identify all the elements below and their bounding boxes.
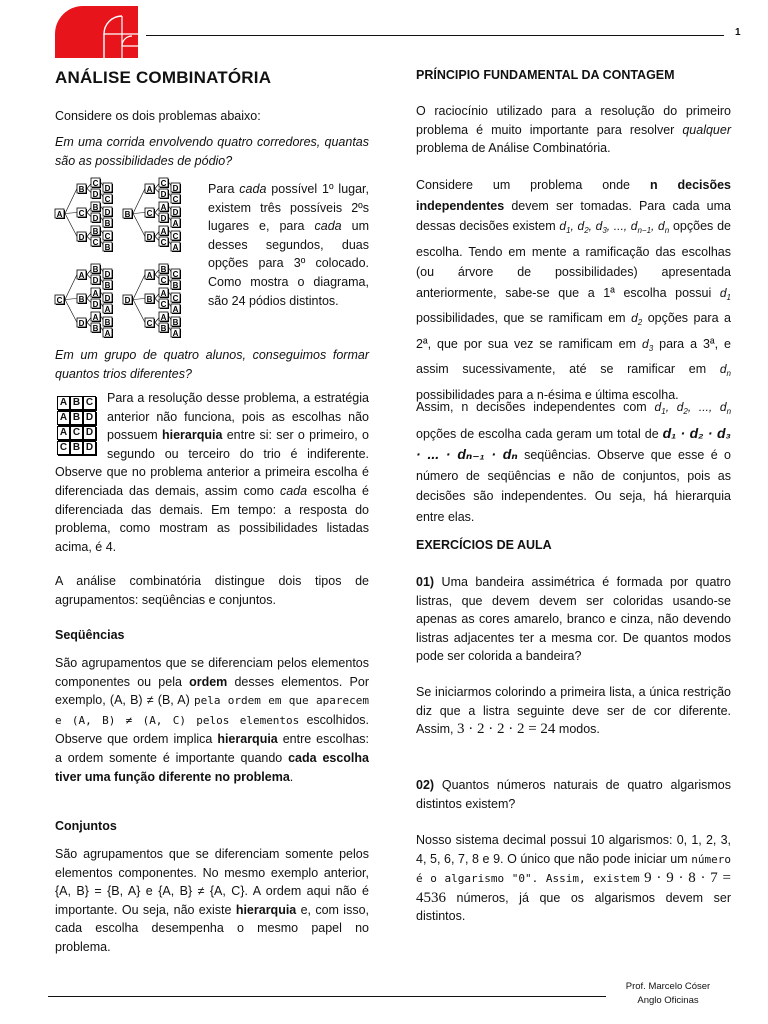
svg-text:B: B bbox=[92, 323, 99, 333]
assim-text: Assim, n decisões independentes com $d_1$, $d_2$, ..., $d_n$ opções de escolha cada geram um total de d₁ · d₂ · d₃ · ... · dₙ₋₁ · dₙ seqüências. Observe que esse é o número de seqüências e não de conjuntos, pois as decisões são independentes. Ou seja, há hierarquia entre elas. bbox=[416, 400, 732, 524]
tree-node bbox=[171, 328, 181, 338]
svg-text:D: D bbox=[104, 269, 111, 279]
tree-root bbox=[55, 295, 65, 305]
tree-node bbox=[159, 312, 169, 322]
svg-text:D: D bbox=[172, 207, 179, 217]
tree-node bbox=[159, 226, 169, 236]
footer-rule bbox=[48, 996, 606, 997]
tree-branch bbox=[133, 300, 145, 323]
svg-text:B: B bbox=[146, 294, 153, 304]
tree-node bbox=[145, 318, 155, 328]
question-podium: Em uma corrida envolvendo quatro corredores, quantas são as possibilidades de pódio? bbox=[55, 135, 369, 168]
diagram-explanation: Para cada possível 1º lugar, existem três possíveis 2ºs lugares e, para cada um desses segundos, duas opções para 3º colocado. Como mostra o diagrama, são 24 pódios distintos. bbox=[208, 182, 369, 308]
tree-node bbox=[145, 208, 155, 218]
svg-text:B: B bbox=[104, 218, 111, 228]
svg-text:C: C bbox=[146, 318, 153, 328]
tree-node bbox=[91, 189, 101, 199]
tree-node bbox=[171, 183, 181, 193]
svg-text:D: D bbox=[92, 213, 99, 223]
tree-node bbox=[91, 312, 101, 322]
tree-node bbox=[171, 207, 181, 217]
svg-text:B: B bbox=[160, 323, 167, 333]
svg-text:B: B bbox=[160, 264, 167, 274]
tree-node bbox=[159, 323, 169, 333]
svg-text:C: C bbox=[172, 194, 179, 204]
svg-text:D: D bbox=[92, 189, 99, 199]
tree-node bbox=[91, 213, 101, 223]
tree-node bbox=[103, 207, 113, 217]
tree-node bbox=[77, 318, 87, 328]
svg-text:D: D bbox=[104, 207, 111, 217]
tree-node bbox=[103, 293, 113, 303]
tree-node bbox=[159, 264, 169, 274]
tree-node bbox=[77, 184, 87, 194]
tree-branch bbox=[65, 189, 77, 214]
svg-text:C: C bbox=[160, 299, 167, 309]
tree-node bbox=[145, 184, 155, 194]
svg-text:D: D bbox=[124, 295, 131, 305]
tree-node bbox=[103, 242, 113, 252]
pfc-text: O raciocínio utilizado para a resolução do primeiro problema é muito importante para resolver qualquer problema de Análise Combinatória. bbox=[416, 104, 731, 156]
tree-node bbox=[103, 269, 113, 279]
svg-text:C: C bbox=[92, 178, 99, 188]
tree-branch bbox=[133, 189, 145, 214]
tree-node bbox=[91, 226, 101, 236]
svg-text:A: A bbox=[160, 202, 167, 212]
tree-node bbox=[91, 237, 101, 247]
logo-icon bbox=[54, 4, 140, 60]
tree-branch bbox=[133, 214, 145, 237]
svg-text:C: C bbox=[160, 275, 167, 285]
svg-text:B: B bbox=[92, 264, 99, 274]
heading-sequences: Seqüências bbox=[55, 628, 125, 642]
tree-node bbox=[103, 194, 113, 204]
tree-node bbox=[171, 231, 181, 241]
tree-node bbox=[103, 328, 113, 338]
svg-text:B: B bbox=[124, 209, 131, 219]
svg-text:D: D bbox=[78, 318, 85, 328]
svg-text:C: C bbox=[160, 178, 167, 188]
svg-text:A: A bbox=[104, 328, 111, 338]
svg-text:B: B bbox=[172, 317, 179, 327]
svg-text:B: B bbox=[172, 280, 179, 290]
tree-node bbox=[171, 317, 181, 327]
school-name: Anglo Oficinas bbox=[637, 995, 699, 1006]
intro-text: Considere os dois problemas abaixo: bbox=[55, 109, 261, 123]
svg-text:A: A bbox=[172, 218, 179, 228]
heading-pfc: PRÍNCIPIO FUNDAMENTAL DA CONTAGEM bbox=[416, 68, 675, 82]
tree-node bbox=[103, 304, 113, 314]
svg-text:C: C bbox=[56, 295, 63, 305]
tree-root bbox=[123, 209, 133, 219]
svg-text:A: A bbox=[92, 312, 99, 322]
heading-exercises: EXERCÍCIOS DE AULA bbox=[416, 538, 552, 552]
svg-text:D: D bbox=[92, 275, 99, 285]
tree-node bbox=[103, 317, 113, 327]
svg-text:C: C bbox=[160, 237, 167, 247]
tree-node bbox=[91, 264, 101, 274]
author-name: Prof. Marcelo Cóser bbox=[625, 981, 711, 992]
heading-sets: Conjuntos bbox=[55, 819, 117, 833]
svg-text:D: D bbox=[146, 232, 153, 242]
tree-node bbox=[159, 202, 169, 212]
tree-node bbox=[77, 232, 87, 242]
tree-node bbox=[91, 323, 101, 333]
tree-diagram bbox=[55, 178, 205, 338]
svg-text:A: A bbox=[160, 312, 167, 322]
tree-branch bbox=[133, 275, 145, 300]
svg-text:D: D bbox=[78, 232, 85, 242]
tree-node bbox=[171, 293, 181, 303]
svg-text:A: A bbox=[172, 328, 179, 338]
question-trios: Em um grupo de quatro alunos, conseguimos formar quantos trios diferentes? bbox=[55, 348, 369, 381]
svg-text:C: C bbox=[172, 231, 179, 241]
trio-row: A B C bbox=[57, 392, 97, 407]
svg-text:A: A bbox=[56, 209, 63, 219]
tree-node bbox=[159, 275, 169, 285]
trio-explanation: Para a resolução desse problema, a estratégia anterior não funciona, pois as escolhas não possuem hierarquia entre si: ser o primeiro, o segundo ou terceiro do trio é indiferente. Observe que no problema anterior a primeira escolha é diferenciada das demais, assim como cada escolha é diferenciada das demais. Em tempo: a resposta do problema, como mostram as possibilidades listadas acima, é 4. bbox=[55, 391, 369, 554]
svg-text:C: C bbox=[172, 269, 179, 279]
svg-text:C: C bbox=[78, 208, 85, 218]
tree-node bbox=[103, 231, 113, 241]
tree-node bbox=[159, 189, 169, 199]
svg-text:B: B bbox=[104, 242, 111, 252]
tree-branch bbox=[65, 214, 77, 237]
svg-text:B: B bbox=[92, 202, 99, 212]
svg-text:A: A bbox=[78, 270, 85, 280]
tree-branch bbox=[133, 213, 145, 214]
product-formula: d₁ · d₂ · d₃ · ... · dₙ₋₁ · dₙ bbox=[416, 424, 731, 462]
page-title: ANÁLISE COMBINATÓRIA bbox=[55, 68, 272, 87]
tree-node bbox=[103, 183, 113, 193]
tree-node bbox=[171, 218, 181, 228]
tree-node bbox=[91, 178, 101, 188]
tree-node bbox=[77, 294, 87, 304]
page-number: 1 bbox=[735, 27, 741, 38]
svg-text:D: D bbox=[92, 299, 99, 309]
tree-branch bbox=[65, 213, 77, 214]
svg-text:A: A bbox=[172, 304, 179, 314]
svg-text:B: B bbox=[104, 280, 111, 290]
svg-text:D: D bbox=[104, 293, 111, 303]
svg-text:B: B bbox=[78, 294, 85, 304]
svg-text:B: B bbox=[92, 226, 99, 236]
tree-branch bbox=[65, 299, 77, 300]
header-rule bbox=[146, 35, 724, 36]
sets-text: São agrupamentos que se diferenciam somente pelos elementos componentes. No mesmo exemplo anterior, {A, B} = {B, A} e {A, B} ≠ {A, C}. A ordem aqui não é importante. Ou seja, não existe hierarquia e, com isso, cada escolha desempenha o mesmo papel no problema. bbox=[55, 847, 369, 954]
svg-text:C: C bbox=[172, 293, 179, 303]
svg-text:A: A bbox=[160, 226, 167, 236]
tree-node bbox=[91, 275, 101, 285]
exercise-2-question: 02) Quantos números naturais de quatro algarismos distintos existem? bbox=[416, 778, 731, 811]
exercise-1-question: 01) Uma bandeira assimétrica é formada por quatro listras, que devem devem ser coloridas usando-se apenas as cores amarelo, branco e cinza, não devendo listras adjacentes ter a mesma cor. De quantos modos pode ser colorida a bandeira? bbox=[416, 575, 731, 664]
groupings-intro: A análise combinatória distingue dois tipos de agrupamentos: seqüências e conjuntos. bbox=[55, 574, 369, 607]
svg-text:A: A bbox=[146, 184, 153, 194]
svg-text:A: A bbox=[172, 242, 179, 252]
tree-root bbox=[123, 295, 133, 305]
svg-text:C: C bbox=[104, 231, 111, 241]
trio-row: A B D bbox=[57, 407, 97, 422]
exercise-1-answer: Se iniciarmos colorindo a primeira lista, a única restrição diz que a listra seguinte deve ser de cor diferente. Assim, 3 · 2 · 2 · 2 = 24 modos. bbox=[416, 685, 731, 738]
tree-node bbox=[171, 242, 181, 252]
svg-text:C: C bbox=[92, 237, 99, 247]
svg-text:D: D bbox=[172, 183, 179, 193]
exercise-2-answer: Nosso sistema decimal possui 10 algarismos: 0, 1, 2, 3, 4, 5, 6, 7, 8 e 9. O único que não pode iniciar um número é o algarismo "0". Assim, existem 9 · 9 · 8 · 7 = 4536 números, já que os algarismos devem ser distintos. bbox=[416, 833, 731, 924]
tree-root bbox=[55, 209, 65, 219]
tree-node bbox=[91, 288, 101, 298]
svg-text:A: A bbox=[104, 304, 111, 314]
tree-node bbox=[171, 194, 181, 204]
svg-text:A: A bbox=[160, 288, 167, 298]
tree-node bbox=[91, 299, 101, 309]
tree-node bbox=[159, 237, 169, 247]
tree-node bbox=[103, 280, 113, 290]
tree-node bbox=[77, 270, 87, 280]
tree-node bbox=[145, 270, 155, 280]
svg-text:B: B bbox=[78, 184, 85, 194]
tree-node bbox=[145, 232, 155, 242]
tree-node bbox=[171, 269, 181, 279]
svg-text:C: C bbox=[146, 208, 153, 218]
tree-node bbox=[145, 294, 155, 304]
svg-text:D: D bbox=[104, 183, 111, 193]
svg-text:A: A bbox=[146, 270, 153, 280]
svg-text:D: D bbox=[160, 189, 167, 199]
footer-credit bbox=[612, 980, 724, 1008]
tree-node bbox=[159, 213, 169, 223]
tree-node bbox=[103, 218, 113, 228]
tree-node bbox=[159, 288, 169, 298]
tree-branch bbox=[65, 300, 77, 323]
tree-node bbox=[171, 280, 181, 290]
svg-text:D: D bbox=[160, 213, 167, 223]
trio-row: A C D bbox=[57, 422, 97, 437]
sequences-text: São agrupamentos que se diferenciam pelos elementos componentes ou pela ordem desses elementos. Por exemplo, (A, B) ≠ (B, A) pela ordem em que aparecem e (A, B) ≠ (A, C) pelos elementos escolhidos. Observe que ordem implica hierarquia entre escolhas: a ordem somente é importante quando cada escolha tiver uma função diferente no problema. bbox=[55, 656, 370, 784]
tree-node bbox=[159, 178, 169, 188]
consider-text: Considere um problema onde n decisões independentes devem ser tomadas. Para cada uma dessas decisões existem $d_1$, $d_2$, $d_3$, ..., $d_{n-1}$, $d_n$ opções de escolha. Tendo em mente a ramificação das escolhas (ou árvore de possibilidades) apresentada anteriormente, sabe-se que a 1ª escolha possui $d_1$ possibilidades, que se ramificam em $d_2$ opções para a 2ª, que por sua vez se ramificam em $d_3$ para a 3ª, e assim sucessivamente, até se ramificar em $d_n$ possibilidades para a n-ésima e última escolha. bbox=[416, 178, 731, 402]
tree-node bbox=[171, 304, 181, 314]
tree-branch bbox=[133, 299, 145, 300]
tree-node bbox=[159, 299, 169, 309]
svg-text:C: C bbox=[104, 194, 111, 204]
tree-node bbox=[77, 208, 87, 218]
tree-node bbox=[91, 202, 101, 212]
svg-text:A: A bbox=[92, 288, 99, 298]
trio-row: C B D bbox=[57, 437, 97, 452]
tree-branch bbox=[65, 275, 77, 300]
svg-text:B: B bbox=[104, 317, 111, 327]
